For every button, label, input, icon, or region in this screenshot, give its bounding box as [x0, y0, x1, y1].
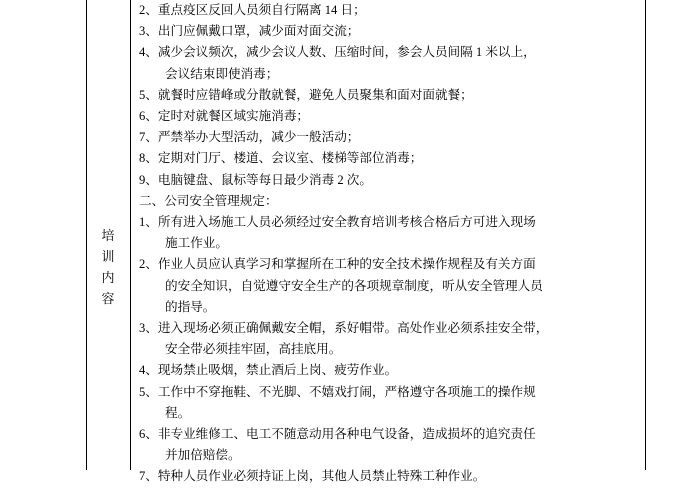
training-content-cell — [131, 0, 645, 484]
content-line: 2、重点疫区反回人员须自行隔离 14 日； — [139, 3, 366, 17]
content-line: 4、现场禁止吸烟，禁止酒后上岗、疲劳作业。 — [139, 363, 398, 378]
row-label-cell — [87, 0, 131, 470]
content-line: 的指导。 — [165, 299, 216, 314]
content-lines — [139, 0, 639, 488]
row-label-text — [87, 225, 130, 309]
training-content-table — [86, 0, 646, 484]
content-line: 7、严禁举办大型活动，减少一般活动； — [139, 130, 360, 145]
row-label-char-3: 内 — [101, 270, 116, 285]
content-line: 5、工作中不穿拖鞋、不光脚、不嬉戏打闹，严格遵守各项施工的操作规 — [139, 384, 536, 399]
content-line: 6、定时对就餐区域实施消毒； — [139, 109, 310, 124]
content-line: 施工作业。 — [165, 236, 228, 251]
content-line: 6、非专业维修工、电工不随意动用各种电气设备，造成损坏的追究责任 — [139, 427, 536, 442]
content-line: 3、出门应佩戴口罩，减少面对面交流； — [139, 24, 360, 39]
content-section-heading: 二、公司安全管理规定： — [139, 193, 278, 208]
content-line: 的安全知识，自觉遵守安全生产的各项规章制度，听从安全管理人员 — [165, 278, 543, 293]
content-line: 2、作业人员应认真学习和掌握所在工种的安全技术操作规程及有关方面 — [139, 257, 536, 272]
content-line: 7、特种人员作业必须持证上岗，其他人员禁止特殊工种作业。 — [139, 469, 486, 484]
content-line: 安全带必须挂牢固，高挂底用。 — [165, 342, 342, 357]
row-label-char-1: 培 — [101, 228, 116, 243]
content-line: 3、进入现场必须正确佩戴安全帽，系好帽带。高处作业必须系挂安全带， — [139, 321, 549, 336]
content-line: 并加倍赔偿。 — [165, 448, 241, 463]
content-line: 4、减少会议频次，减少会议人数、压缩时间，参会人员间隔 1 米以上， — [139, 45, 536, 60]
content-line: 8、定期对门厅、楼道、会议室、楼梯等部位消毒； — [139, 151, 423, 166]
content-line: 1、所有进入场施工人员必须经过安全教育培训考核合格后方可进入现场 — [139, 215, 536, 230]
content-line: 会议结束即使消毒； — [165, 66, 279, 81]
row-label-char-4: 容 — [101, 291, 116, 306]
content-line: 9、电脑键盘、鼠标等每日最少消毒 2 次。 — [139, 172, 372, 187]
row-label-char-2: 训 — [101, 249, 116, 264]
content-line: 程。 — [165, 405, 191, 420]
content-line: 5、就餐时应错峰或分散就餐，避免人员聚集和面对面就餐； — [139, 87, 473, 102]
